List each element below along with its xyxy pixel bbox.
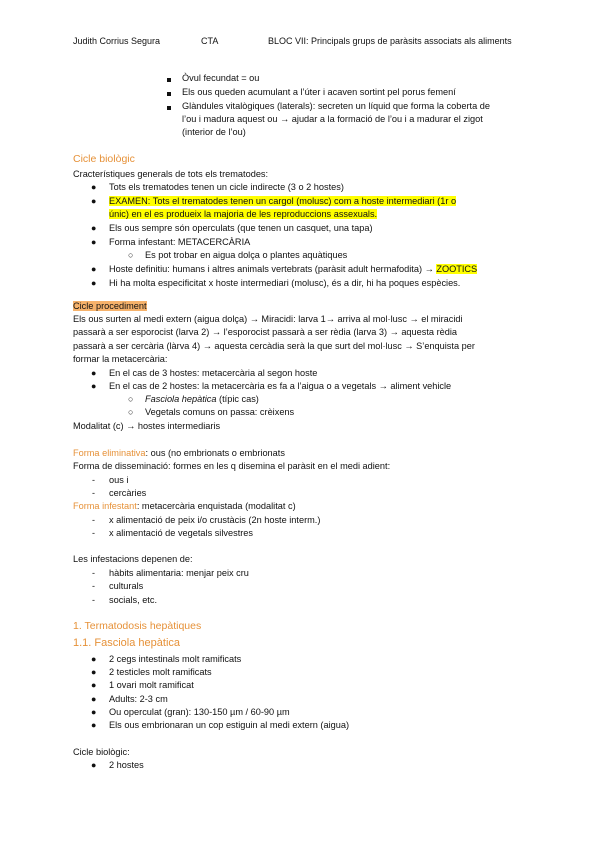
list-item: 1 ovari molt ramificat	[109, 680, 194, 690]
dash-bullet-icon: -	[92, 515, 95, 525]
disseminacio-line: Forma de disseminació: formes en les q disemina el paràsit en el medi adient:	[73, 461, 391, 471]
infestacions-line: Les infestacions depenen de:	[73, 554, 193, 564]
list-item: Tots els trematodes tenen un cicle indirecte (3 o 2 hostes)	[109, 182, 344, 192]
modalitat-line: Modalitat (c) → hostes intermediaris	[73, 421, 221, 431]
list-item: cercàries	[109, 488, 147, 498]
sub-list-item: Vegetals comuns on passa: crèixens	[145, 407, 295, 417]
header-title: BLOC VII: Principals grups de paràsits associats als aliments	[268, 36, 512, 46]
square-bullet-icon	[167, 106, 171, 110]
square-bullet-icon	[167, 92, 171, 96]
sub-list-item: Es pot trobar en aigua dolça o plantes aquàtiques	[145, 250, 348, 260]
list-item: Els ous sempre són operculats (que tenen un casquet, una tapa)	[109, 223, 373, 233]
paragraph-line: passarà a ser esporocist (larva 2) → l’esporocist passarà a ser rèdia (larva 3) → aquesta rèdia	[73, 327, 457, 337]
forma-eliminativa-text: : ous (no embrionats o embrionats	[145, 448, 285, 458]
list-item: x alimentació de peix i/o crustàcis (2n hoste interm.)	[109, 515, 321, 525]
bullet-icon: ●	[91, 760, 97, 770]
bullet-icon: ●	[91, 694, 97, 704]
list-item: Òvul fecundat = ou	[182, 73, 260, 83]
sub-list-item: (típic cas)	[216, 394, 259, 404]
list-item: ous i	[109, 475, 129, 485]
paragraph-line: passarà a ser cercària (làrva 4) → aquesta cercàdia serà la que surt del mol·lusc → S’enquista per	[73, 341, 475, 351]
bullet-icon: ●	[91, 264, 97, 274]
list-item-cont: l’ou i madura aquest ou → ajudar a la formació de l’ou i a madurar el zigot	[182, 114, 483, 124]
forma-infestant-label: Forma infestant	[73, 501, 137, 511]
list-item: En el cas de 2 hostes: la metacercària es fa a l’aigua o a vegetals → aliment vehicle	[109, 381, 452, 391]
list-item: Glàndules vitalògiques (laterals): secreten un líquid que forma la coberta de	[182, 101, 490, 111]
list-item: En el cas de 3 hostes: metacercària al segon hoste	[109, 368, 318, 378]
list-item: socials, etc.	[109, 595, 157, 605]
cicle-label: Cicle biològic:	[73, 747, 130, 757]
bullet-icon: ●	[91, 278, 97, 288]
dash-bullet-icon: -	[92, 475, 95, 485]
list-item-cont: (interior de l’ou)	[182, 127, 246, 137]
bullet-icon: ●	[91, 182, 97, 192]
square-bullet-icon	[167, 78, 171, 82]
list-item: Adults: 2-3 cm	[109, 694, 168, 704]
bullet-icon: ●	[91, 237, 97, 247]
list-item: 2 testicles molt ramificats	[109, 667, 212, 677]
list-item: x alimentació de vegetals silvestres	[109, 528, 254, 538]
circle-bullet-icon: ○	[128, 394, 134, 404]
circle-bullet-icon: ○	[128, 250, 134, 260]
bullet-icon: ●	[91, 667, 97, 677]
paragraph-line: Els ous surten al medi extern (aigua dolça) → Miracidi: larva 1→ arriva al mol·lusc → el miracidi	[73, 314, 463, 324]
section-title-1: 1. Termatodosis hepàtiques	[73, 620, 202, 632]
dash-bullet-icon: -	[92, 568, 95, 578]
list-item: Els ous embrionaran un cop estiguin al medi extern (aigua)	[109, 720, 350, 730]
header-author: Judith Corrius Segura	[73, 36, 161, 46]
dash-bullet-icon: -	[92, 595, 95, 605]
bullet-icon: ●	[91, 707, 97, 717]
list-item: culturals	[109, 581, 144, 591]
dash-bullet-icon: -	[92, 488, 95, 498]
bullet-icon: ●	[91, 680, 97, 690]
list-item: Hi ha molta especificitat x hoste intermediari (molusc), és a dir, hi ha poques espècies.	[109, 278, 461, 288]
bullet-icon: ●	[91, 368, 97, 378]
dash-bullet-icon: -	[92, 581, 95, 591]
bullet-icon: ●	[91, 223, 97, 233]
list-item: Forma infestant: METACERCÀRIA	[109, 237, 251, 247]
bullet-icon: ●	[91, 654, 97, 664]
paragraph-line: formar la metacercària:	[73, 354, 168, 364]
forma-infestant-text: : metacercària enquistada (modalitat c)	[136, 501, 296, 511]
header-subject: CTA	[201, 36, 219, 46]
list-item: 2 cegs intestinals molt ramificats	[109, 654, 242, 664]
forma-eliminativa-label: Forma eliminativa	[73, 448, 146, 458]
section-heading-cicle: Cicle biològic	[73, 153, 135, 165]
cicle-intro: Cracterístiques generals de tots els trematodes:	[73, 169, 269, 179]
circle-bullet-icon: ○	[128, 407, 134, 417]
highlighted-zootics: ZOOTICS	[436, 264, 478, 274]
list-item: Els ous queden acumulant a l’úter i acaven sortint pel porus femení	[182, 87, 456, 97]
bullet-icon: ●	[91, 381, 97, 391]
list-item: Hoste definitiu: humans i altres animals vertebrats (paràsit adult hermafodita) →	[109, 264, 434, 274]
list-item: hàbits alimentaria: menjar peix cru	[109, 568, 249, 578]
bullet-icon: ●	[91, 196, 97, 206]
list-item: Ou operculat (gran): 130-150 µm / 60-90 µm	[109, 707, 290, 717]
highlighted-exam-text-cont: únic) en el es produeix la majoria de les reproduccions assexuals.	[109, 209, 378, 219]
list-item: 2 hostes	[109, 760, 144, 770]
subsection-title-1-1: 1.1. Fasciola hepàtica	[73, 637, 181, 649]
dash-bullet-icon: -	[92, 528, 95, 538]
section-heading-procediment: Cicle procediment	[73, 301, 147, 311]
species-name: Fasciola hepàtica	[145, 394, 217, 404]
bullet-icon: ●	[91, 720, 97, 730]
highlighted-exam-text: EXAMEN: Tots el trematodes tenen un cargol (molusc) com a hoste intermediari (1r o	[109, 196, 457, 206]
